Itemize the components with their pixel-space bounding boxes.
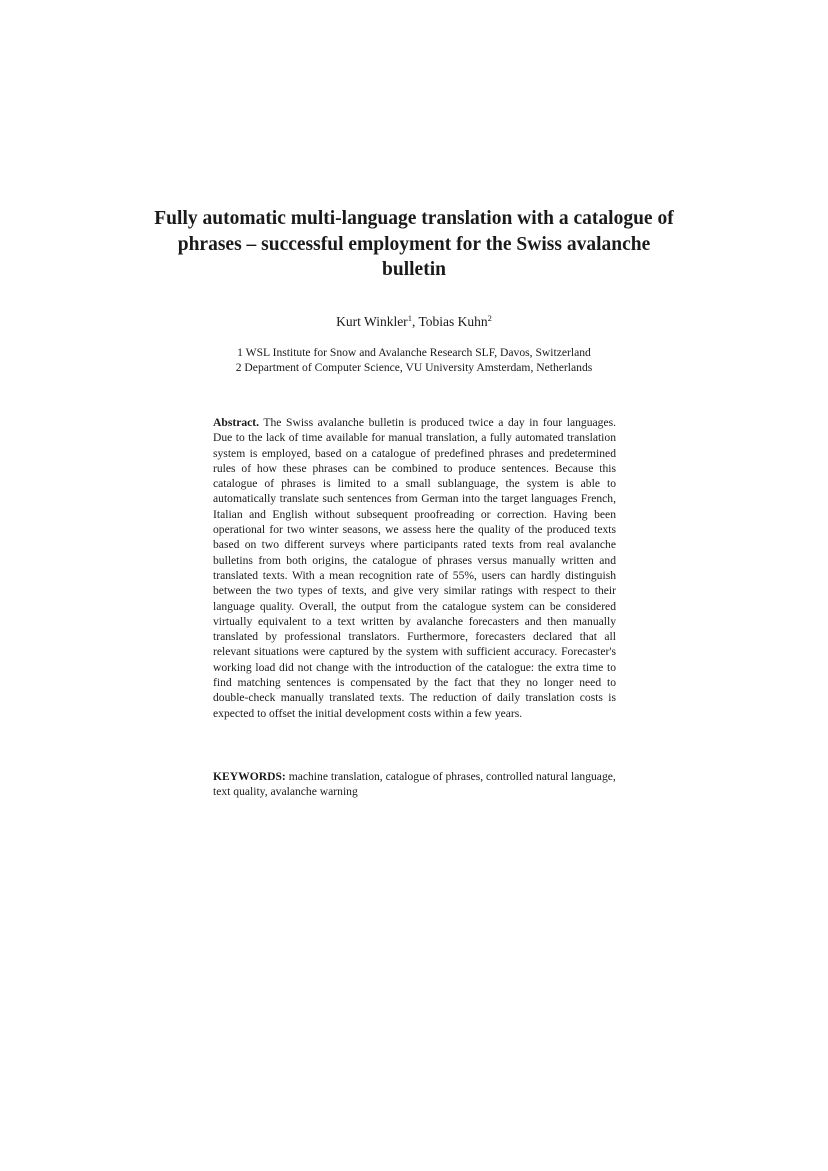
- paper-title: Fully automatic multi-language translation with a catalogue of phrases – successful employment for the Swiss avalanche bulletin: [154, 208, 674, 280]
- author-separator: ,: [411, 314, 419, 329]
- abstract-label: Abstract.: [213, 416, 260, 429]
- affiliation-mark: 1: [407, 313, 412, 323]
- affiliation-line: 1 WSL Institute for Snow and Avalanche Research SLF, Davos, Switzerland: [237, 346, 591, 359]
- author-list: [150, 314, 678, 330]
- keywords-label: KEYWORDS:: [213, 770, 286, 783]
- affiliation-line: 2 Department of Computer Science, VU University Amsterdam, Netherlands: [235, 361, 593, 375]
- keywords: [213, 769, 616, 800]
- affiliation-list: [150, 345, 678, 376]
- author-name: Kurt Winkler: [336, 314, 408, 329]
- author-name: Tobias Kuhn: [418, 314, 488, 329]
- abstract: [213, 415, 616, 721]
- abstract-text: The Swiss avalanche bulletin is produced twice a day in four languages. Due to the lack of time available for manual translation, a fully automated translation system is employed, based on a catalogue of predefined phrases and predetermined rules of how these phrases can be combined to produce sentences. Because this catalogue of phrases is limited to a small sublanguage, the system is able to automatically translate such sentences from German into the target languages French, Italian and English without subsequent proofreading or correction. Having been operational for two winter seasons, we assess here the quality of the produced texts based on two different surveys where participants rated texts from real avalanche bulletins from both origins, the catalogue of phrases versus manually written and translated texts. With a mean recognition rate of 55%, users can hardly distinguish between the two types of texts, and give very similar ratings with respect to their language quality. Overall, the output from the catalogue system can be considered virtually equivalent to a text written by avalanche forecasters and then manually translated by professional translators. Furthermore, forecasters declared that all relevant situations were captured by the system with sufficient accuracy. Forecaster's working load did not change with the introduction of the catalogue: the extra time to find matching sentences is compensated by the fact that they no longer need to double-check manually translated texts. The reduction of daily translation costs is expected to offset the initial development costs within a few years.: [213, 416, 616, 720]
- affiliation-mark: 2: [487, 313, 492, 323]
- keywords-text: machine translation, catalogue of phrases, controlled natural language, text quality, avalanche warning: [213, 770, 616, 799]
